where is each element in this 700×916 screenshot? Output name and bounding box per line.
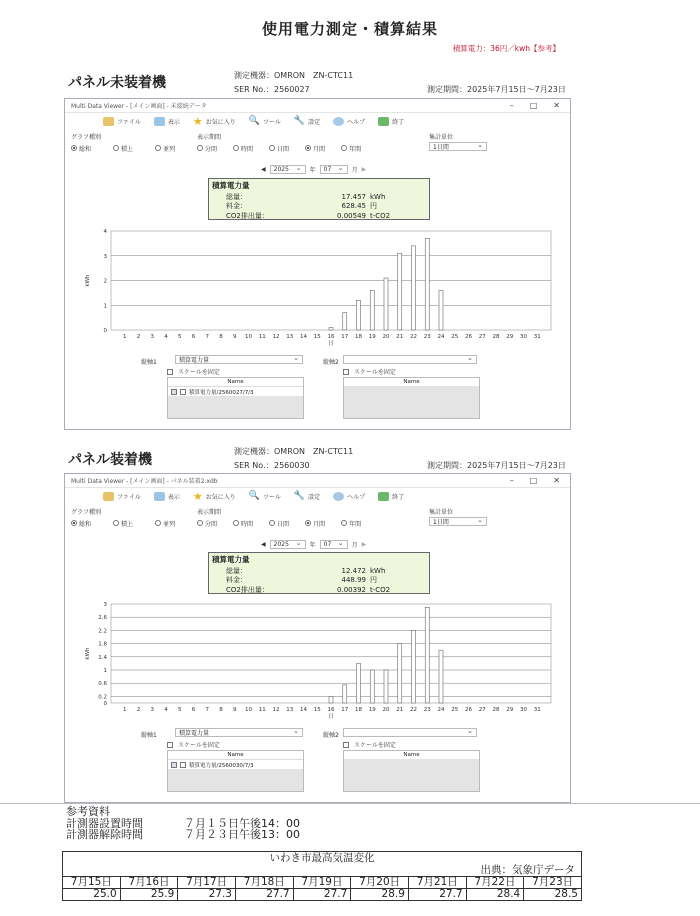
radio-hour[interactable]: 時間 xyxy=(233,519,253,528)
x-tick-label: 19 xyxy=(368,707,376,713)
x-tick-label: 27 xyxy=(478,334,486,340)
bar-16 xyxy=(329,328,333,330)
bar-23 xyxy=(425,607,429,703)
temp-source: 出典：気象庁データ xyxy=(480,864,575,876)
temp-date: 7月15日 xyxy=(63,877,121,889)
divider xyxy=(0,803,700,804)
x-tick-label: 20 xyxy=(382,707,390,713)
temp-value: 27.7 xyxy=(293,889,351,901)
minimize-button[interactable]: – xyxy=(509,476,514,485)
radio-parallel[interactable]: 並列 xyxy=(155,519,175,528)
temp-date: 7月19日 xyxy=(293,877,351,889)
panel2-period: 測定期間：2025年7月15日〜7月23日 xyxy=(427,461,566,470)
unit-select[interactable]: 1日間 ⌄ xyxy=(429,142,487,151)
x-tick-label: 10 xyxy=(245,334,252,340)
x-tick-label: 18 xyxy=(355,334,362,340)
radio-sum[interactable]: 総和 xyxy=(71,519,91,528)
panel2-title: パネル装着機 xyxy=(68,452,152,468)
close-button[interactable]: ✕ xyxy=(553,476,560,485)
x-tick-label: 13 xyxy=(286,334,294,340)
graph-type-label: グラフ種別 xyxy=(71,509,102,516)
x-tick-label: 18 xyxy=(355,707,362,713)
panel1-ser: SER No.：2560027 xyxy=(234,85,310,94)
menu-settings[interactable]: 🔧 設定 xyxy=(293,116,321,126)
exit-icon xyxy=(378,117,389,126)
help-icon xyxy=(333,492,344,501)
x-tick-label: 29 xyxy=(506,334,514,340)
menu-exit[interactable]: 終了 xyxy=(378,117,404,126)
x-tick-label: 3 xyxy=(150,707,154,713)
bar-20 xyxy=(384,278,388,330)
temp-value: 28.9 xyxy=(351,889,409,901)
axis2-fix-scale[interactable]: スケールを固定 xyxy=(343,740,396,749)
temp-date: 7月18日 xyxy=(235,877,293,889)
x-tick-label: 2 xyxy=(136,334,141,340)
x-tick-label: 4 xyxy=(164,334,168,340)
window-titlebar: Multi Data Viewer - [メイン画面] - 未接続データ – □ ✕ xyxy=(65,99,570,113)
menu-tools[interactable]: 🔍 ツール xyxy=(248,491,281,501)
panel1-title: パネル未装着機 xyxy=(68,75,166,91)
panel2-chart xyxy=(81,598,556,720)
search-icon: 🔍 xyxy=(248,116,261,126)
unit-select[interactable]: 1日間 ⌄ xyxy=(429,517,487,526)
y-tick-label: 0 xyxy=(103,328,107,334)
x-tick-label: 23 xyxy=(423,334,431,340)
temp-date: 7月22日 xyxy=(466,877,524,889)
x-tick-label: 26 xyxy=(465,707,472,713)
help-icon xyxy=(333,117,344,126)
radio-month[interactable]: 月間 xyxy=(305,519,325,528)
bar-24 xyxy=(439,290,443,330)
x-tick-label: 25 xyxy=(451,334,459,340)
menu-help[interactable]: ヘルプ xyxy=(333,492,365,501)
y-axis-label: kWh xyxy=(85,647,91,660)
panel2-ser: SER No.：2560030 xyxy=(234,461,310,470)
wrench-icon: 🔧 xyxy=(293,116,306,126)
x-tick-label: 15 xyxy=(313,334,321,340)
period-label: 表示期間 xyxy=(197,509,222,516)
x-tick-label: 3 xyxy=(150,334,154,340)
x-tick-label: 7 xyxy=(205,707,209,713)
summary-box: 積算電力量 総量： 17.457 kWh 料金： 628.45 円 CO2排出量： 0.00549 t-CO2 xyxy=(208,178,430,220)
x-tick-label: 7 xyxy=(205,334,209,340)
folder-icon xyxy=(103,117,114,126)
y-tick-label: 1 xyxy=(103,303,107,310)
bar-22 xyxy=(412,630,416,703)
x-tick-label: 12 xyxy=(272,334,280,340)
exit-icon xyxy=(378,492,389,501)
temp-value: 25.0 xyxy=(63,889,121,901)
year-select[interactable]: 2025 ⌄ xyxy=(270,165,306,174)
temp-date: 7月21日 xyxy=(408,877,466,889)
menu-view[interactable]: 表示 xyxy=(154,492,180,501)
x-tick-label: 13 xyxy=(286,707,294,713)
graph-type-group xyxy=(71,144,175,153)
x-tick-label: 19 xyxy=(368,334,376,340)
x-tick-label: 30 xyxy=(520,334,527,340)
y-axis-label: kWh xyxy=(85,274,91,287)
close-button[interactable]: ✕ xyxy=(553,101,560,110)
x-tick-label: 21 xyxy=(396,707,404,713)
series-item[interactable]: 積算電力量/2560027/7/3 xyxy=(168,387,303,396)
axis1-fix-scale[interactable]: スケールを固定 xyxy=(167,367,220,376)
x-tick-label: 27 xyxy=(478,707,486,713)
radio-parallel[interactable]: 並列 xyxy=(155,144,175,153)
y-tick-label: 1.8 xyxy=(98,641,107,648)
period-label: 表示期間 xyxy=(197,134,222,141)
panel2-device: 測定機器：OMRON ZN-CTC11 xyxy=(234,447,354,456)
x-tick-label: 4 xyxy=(164,707,168,713)
axis2-series-list: Name xyxy=(343,377,480,419)
temp-date: 7月17日 xyxy=(178,877,236,889)
x-tick-label: 30 xyxy=(520,707,527,713)
panel1-window xyxy=(64,98,571,430)
next-icon[interactable]: ▶ xyxy=(361,166,367,173)
x-tick-label: 9 xyxy=(233,334,237,340)
removal-time: 計測器解除時間 ７月２３日午後13：00 xyxy=(66,828,300,841)
prev-icon[interactable]: ◀ xyxy=(261,166,266,173)
bar-20 xyxy=(384,670,388,703)
radio-sum[interactable]: 総和 xyxy=(71,144,91,153)
x-tick-label: 25 xyxy=(451,707,459,713)
x-tick-label: 11 xyxy=(258,334,266,340)
y-tick-label: 3 xyxy=(103,602,107,608)
temp-date: 7月20日 xyxy=(351,877,409,889)
x-tick-label: 5 xyxy=(178,707,182,713)
axis2-fix-scale[interactable]: スケールを固定 xyxy=(343,367,396,376)
bar-16 xyxy=(329,696,333,703)
y-tick-label: 1 xyxy=(103,668,107,674)
summary-box: 積算電力量 総量： 12.472 kWh 料金： 448.99 円 CO2排出量： 0.00392 t-CO2 xyxy=(208,552,430,594)
y-tick-label: 0.6 xyxy=(98,681,107,688)
radio-month[interactable]: 月間 xyxy=(305,144,325,153)
radio-stack[interactable]: 積上 xyxy=(113,519,133,528)
minimize-button[interactable]: – xyxy=(509,101,514,110)
value-row xyxy=(63,889,582,901)
y-tick-label: 1.4 xyxy=(98,654,107,661)
x-tick-label: 23 xyxy=(423,707,431,713)
y-tick-label: 2 xyxy=(103,278,107,285)
temp-value: 27.7 xyxy=(235,889,293,901)
temp-date: 7月23日 xyxy=(524,877,582,889)
x-tick-label: 15 xyxy=(313,707,321,713)
x-tick-label: 22 xyxy=(410,707,417,713)
bar-21 xyxy=(398,644,402,703)
bar-17 xyxy=(343,313,347,330)
date-row xyxy=(63,877,582,889)
install-time: 計測器設置時間 ７月１５日午後14：00 xyxy=(66,817,300,830)
radio-day[interactable]: 日間 xyxy=(269,519,289,528)
menu-file[interactable]: ファイル xyxy=(103,492,141,501)
star-icon: ★ xyxy=(192,489,203,503)
axis2-series-list: Name xyxy=(343,750,480,792)
x-tick-label: 29 xyxy=(506,707,514,713)
bar-18 xyxy=(357,663,361,703)
menu-exit[interactable]: 終了 xyxy=(378,492,404,501)
bar-21 xyxy=(398,253,402,330)
axis2-select[interactable] xyxy=(343,728,477,737)
axis2-label: 縦軸2 xyxy=(323,732,339,739)
rate-note: 積算電力：36円／kwh【参考】 xyxy=(452,44,560,53)
radio-day[interactable]: 日間 xyxy=(269,144,289,153)
temp-title: いわき市最高気温変化 xyxy=(269,852,375,864)
x-tick-label: 17 xyxy=(341,334,349,340)
x-tick-label: 16 xyxy=(327,707,335,713)
axis2-select[interactable] xyxy=(343,355,477,364)
y-tick-label: 4 xyxy=(103,229,107,235)
x-tick-label: 26 xyxy=(465,334,472,340)
bar-18 xyxy=(357,300,361,330)
radio-stack[interactable]: 積上 xyxy=(113,144,133,153)
radio-year[interactable]: 年間 xyxy=(341,519,361,528)
search-icon: 🔍 xyxy=(248,491,261,501)
menu-help[interactable]: ヘルプ xyxy=(333,117,365,126)
month-select[interactable]: 07 ⌄ xyxy=(320,165,348,174)
x-tick-label: 1 xyxy=(123,334,127,340)
toolbar xyxy=(65,488,570,504)
y-tick-label: 0 xyxy=(103,701,107,707)
x-tick-label: 16 xyxy=(327,334,335,340)
x-tick-label: 8 xyxy=(219,707,223,713)
star-icon: ★ xyxy=(192,114,203,128)
menu-favorites[interactable]: ★ お気に入り xyxy=(192,114,236,128)
radio-minute[interactable]: 分間 xyxy=(197,144,217,153)
maximize-button[interactable]: □ xyxy=(529,101,538,110)
bar-23 xyxy=(425,238,429,330)
x-tick-label: 6 xyxy=(191,707,196,713)
bar-19 xyxy=(370,290,374,330)
x-tick-label: 20 xyxy=(382,334,390,340)
maximize-button[interactable]: □ xyxy=(529,476,538,485)
x-axis-label: 日 xyxy=(328,714,334,720)
x-tick-label: 12 xyxy=(272,707,280,713)
date-picker: ◀ 2025 ⌄ 年 07 ⌄ 月 ▶ xyxy=(261,540,366,549)
graph-type-label: グラフ種別 xyxy=(71,134,102,141)
month-select[interactable]: 07 ⌄ xyxy=(320,540,348,549)
prev-icon[interactable]: ◀ xyxy=(261,541,266,548)
plot-area xyxy=(111,604,551,703)
radio-hour[interactable]: 時間 xyxy=(233,144,253,153)
x-tick-label: 31 xyxy=(533,707,541,713)
period-group xyxy=(197,519,361,528)
x-tick-label: 28 xyxy=(492,334,500,340)
axis1-label: 縦軸1 xyxy=(141,732,157,739)
reference-heading: 参考資料 xyxy=(66,805,110,818)
next-icon[interactable]: ▶ xyxy=(361,541,367,548)
wrench-icon: 🔧 xyxy=(293,491,306,501)
menu-settings[interactable]: 🔧 設定 xyxy=(293,491,321,501)
x-tick-label: 11 xyxy=(258,707,266,713)
x-tick-label: 31 xyxy=(533,334,541,340)
menu-view[interactable]: 表示 xyxy=(154,117,180,126)
x-tick-label: 1 xyxy=(123,707,127,713)
folder-icon xyxy=(103,492,114,501)
x-tick-label: 24 xyxy=(437,707,445,713)
toolbar xyxy=(65,113,570,129)
x-tick-label: 14 xyxy=(300,707,307,713)
radio-year[interactable]: 年間 xyxy=(341,144,361,153)
axis1-label: 縦軸1 xyxy=(141,359,157,366)
temp-value: 28.5 xyxy=(524,889,582,901)
axis1-select[interactable]: 積算電力量 ⌄ xyxy=(175,355,303,364)
view-icon xyxy=(154,117,165,126)
unit-label: 集計単位 xyxy=(429,134,454,141)
bar-17 xyxy=(343,685,347,703)
bar-19 xyxy=(370,670,374,703)
view-icon xyxy=(154,492,165,501)
x-tick-label: 28 xyxy=(492,707,500,713)
x-tick-label: 6 xyxy=(191,334,196,340)
temp-value: 25.9 xyxy=(120,889,178,901)
radio-minute[interactable]: 分間 xyxy=(197,519,217,528)
panel1-device: 測定機器：OMRON ZN-CTC11 xyxy=(234,71,354,80)
axis1-fix-scale[interactable]: スケールを固定 xyxy=(167,740,220,749)
x-tick-label: 24 xyxy=(437,334,445,340)
x-tick-label: 5 xyxy=(178,334,182,340)
panel2-window xyxy=(64,473,571,803)
x-tick-label: 14 xyxy=(300,334,307,340)
panel1-chart xyxy=(81,225,556,347)
x-tick-label: 10 xyxy=(245,707,252,713)
panel1-period: 測定期間：2025年7月15日〜7月23日 xyxy=(427,85,566,94)
bar-22 xyxy=(412,246,416,330)
period-group xyxy=(197,144,361,153)
unit-label: 集計単位 xyxy=(429,509,454,516)
menu-favorites[interactable]: ★ お気に入り xyxy=(192,489,236,503)
x-axis-label: 日 xyxy=(328,341,334,347)
page-title: 使用電力測定・積算結果 xyxy=(261,20,438,38)
x-tick-label: 17 xyxy=(341,707,349,713)
x-tick-label: 2 xyxy=(136,707,141,713)
date-picker: ◀ 2025 ⌄ 年 07 ⌄ 月 ▶ xyxy=(261,165,366,174)
menu-tools[interactable]: 🔍 ツール xyxy=(248,116,281,126)
axis1-series-list: Name 積算電力量/2560030/7/3 xyxy=(167,750,304,792)
series-item[interactable]: 積算電力量/2560030/7/3 xyxy=(168,760,303,769)
y-tick-label: 3 xyxy=(103,253,107,260)
temp-value: 28.4 xyxy=(466,889,524,901)
window-titlebar: Multi Data Viewer - [メイン画面] - パネル装着2.xdb – □ ✕ xyxy=(65,474,570,488)
y-tick-label: 2.2 xyxy=(98,628,107,635)
temp-date: 7月16日 xyxy=(120,877,178,889)
axis1-select[interactable]: 積算電力量 ⌄ xyxy=(175,728,303,737)
y-tick-label: 2.6 xyxy=(98,615,107,622)
x-tick-label: 21 xyxy=(396,334,404,340)
bar-24 xyxy=(439,650,443,703)
graph-type-group xyxy=(71,519,175,528)
y-tick-label: 0.2 xyxy=(98,694,107,701)
menu-file[interactable]: ファイル xyxy=(103,117,141,126)
x-tick-label: 8 xyxy=(219,334,223,340)
x-tick-label: 22 xyxy=(410,334,417,340)
axis2-label: 縦軸2 xyxy=(323,359,339,366)
x-tick-label: 9 xyxy=(233,707,237,713)
temperature-table xyxy=(62,851,582,901)
temp-value: 27.7 xyxy=(408,889,466,901)
axis1-series-list: Name 積算電力量/2560027/7/3 xyxy=(167,377,304,419)
year-select[interactable]: 2025 ⌄ xyxy=(270,540,306,549)
temp-value: 27.3 xyxy=(178,889,236,901)
